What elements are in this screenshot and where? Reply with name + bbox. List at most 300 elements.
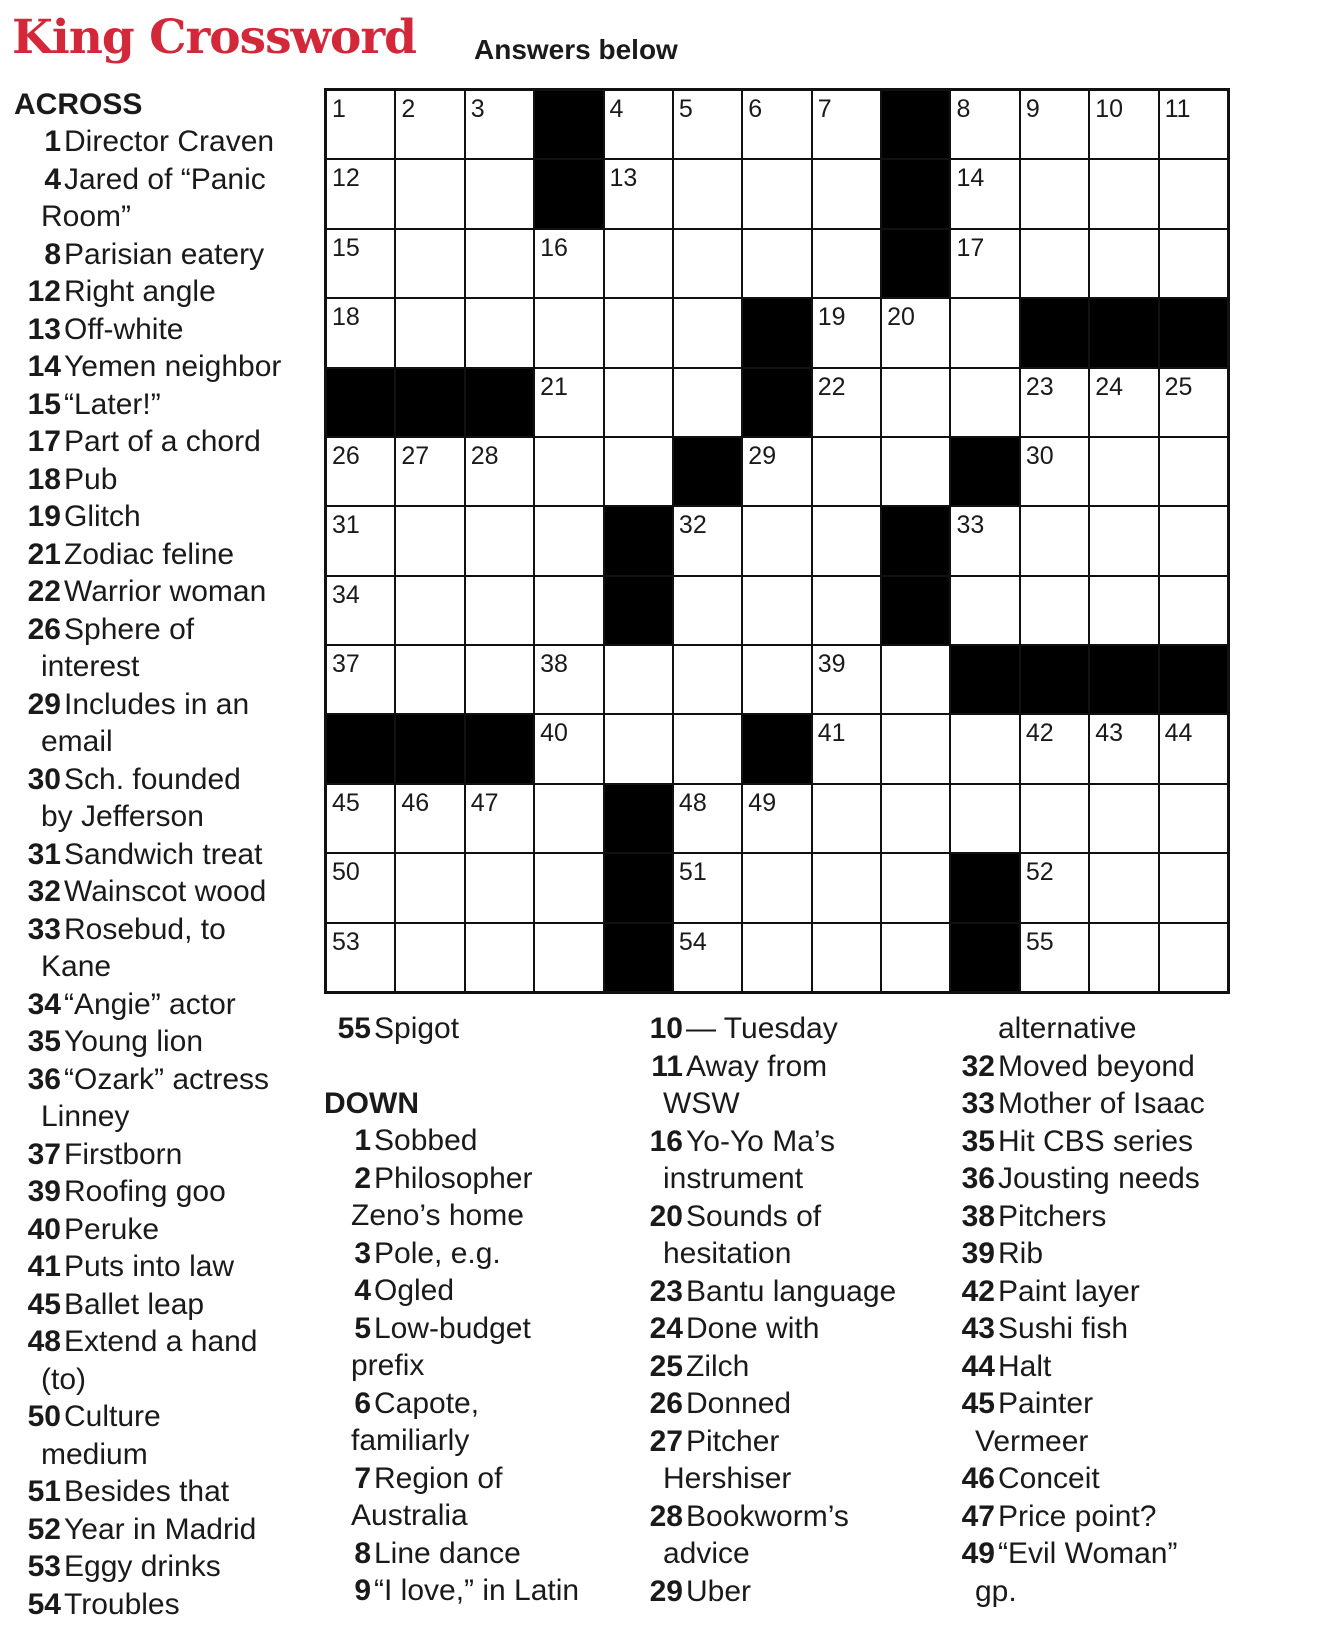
- clue-text: Glitch: [64, 500, 141, 533]
- grid-cell[interactable]: [1090, 785, 1157, 852]
- grid-cell[interactable]: [882, 299, 949, 366]
- clue-item: [324, 1122, 624, 1160]
- grid-cell[interactable]: [951, 230, 1018, 297]
- grid-cell[interactable]: [674, 91, 741, 158]
- clue-item: [14, 1061, 304, 1136]
- black-square: [605, 507, 672, 574]
- grid-cell[interactable]: [1160, 369, 1227, 436]
- down-heading: DOWN: [324, 1087, 419, 1120]
- grid-cell[interactable]: [813, 924, 880, 991]
- clue-item: [14, 686, 304, 761]
- grid-cell[interactable]: [466, 924, 533, 991]
- grid-cell[interactable]: [813, 369, 880, 436]
- grid-cell[interactable]: [674, 854, 741, 921]
- clue-column-2: [324, 1010, 624, 1610]
- grid-cell[interactable]: [466, 646, 533, 713]
- cell-number: 51: [678, 858, 707, 887]
- grid-cell[interactable]: [1160, 230, 1227, 297]
- grid-cell[interactable]: [882, 924, 949, 991]
- clue-item: [14, 311, 304, 349]
- black-square: [743, 369, 810, 436]
- grid-cell[interactable]: [396, 646, 463, 713]
- clue-text: Hit CBS series: [998, 1124, 1194, 1158]
- grid-cell[interactable]: [1021, 230, 1088, 297]
- clue-number: 2: [354, 1161, 371, 1195]
- clue-text: Rib: [998, 1237, 1044, 1270]
- clue-number: 42: [961, 1274, 995, 1308]
- grid-cell[interactable]: [1090, 160, 1157, 227]
- clue-item: [14, 536, 304, 574]
- grid-cell[interactable]: [882, 715, 949, 782]
- grid-cell[interactable]: [813, 854, 880, 921]
- clue-number: 5: [354, 1311, 371, 1345]
- clue-number: 13: [27, 312, 61, 346]
- black-square: [605, 924, 672, 991]
- cell-number: 25: [1164, 372, 1193, 401]
- clue-text: Year in Madrid: [64, 1512, 257, 1546]
- clue-text: familiarly: [351, 1424, 470, 1457]
- clue-item: [14, 1586, 304, 1624]
- clue-number: 41: [27, 1250, 61, 1283]
- grid-cell[interactable]: [327, 507, 394, 574]
- cell-number: 3: [470, 95, 485, 123]
- grid-cell[interactable]: [1090, 715, 1157, 782]
- clue-number: 48: [27, 1325, 61, 1358]
- clue-number: 29: [27, 687, 61, 721]
- clue-item: [324, 1385, 624, 1460]
- clue-text: Ballet leap: [64, 1287, 205, 1321]
- clue-text: Right angle: [64, 275, 216, 308]
- clue-item: [636, 1123, 936, 1198]
- grid-cell[interactable]: [743, 577, 810, 644]
- grid-cell[interactable]: [1160, 507, 1227, 574]
- grid-cell[interactable]: [813, 91, 880, 158]
- grid-cell[interactable]: [396, 438, 463, 505]
- cell-number: 9: [1025, 95, 1040, 123]
- grid-cell[interactable]: [674, 924, 741, 991]
- cell-number: 19: [817, 303, 846, 332]
- grid-cell[interactable]: [882, 785, 949, 852]
- grid-cell[interactable]: [1021, 577, 1088, 644]
- grid-cell[interactable]: [396, 91, 463, 158]
- clue-text: Sobbed: [374, 1124, 478, 1157]
- grid-cell[interactable]: [396, 230, 463, 297]
- clue-item: [636, 1048, 936, 1123]
- grid-cell[interactable]: [1160, 854, 1227, 921]
- grid-cell[interactable]: [327, 299, 394, 366]
- grid-cell[interactable]: [466, 785, 533, 852]
- grid-cell[interactable]: [535, 577, 602, 644]
- grid-cell[interactable]: [951, 369, 1018, 436]
- clue-item: [948, 1535, 1248, 1610]
- grid-cell[interactable]: [674, 160, 741, 227]
- cell-number: 15: [332, 233, 360, 262]
- clue-number: 43: [961, 1312, 995, 1345]
- black-square: [605, 854, 672, 921]
- grid-cell[interactable]: [605, 230, 672, 297]
- clue-number: 7: [354, 1461, 371, 1495]
- grid-cell[interactable]: [466, 91, 533, 158]
- black-square: [1160, 646, 1227, 713]
- grid-cell[interactable]: [396, 924, 463, 991]
- clue-text: Uber: [686, 1574, 752, 1608]
- clue-text: Warrior woman: [64, 575, 267, 608]
- grid-cell[interactable]: [813, 646, 880, 713]
- grid-cell[interactable]: [882, 646, 949, 713]
- grid-cell[interactable]: [466, 230, 533, 297]
- answers-note: Answers below: [474, 34, 678, 65]
- clue-number: 4: [354, 1274, 371, 1307]
- grid-cell[interactable]: [743, 854, 810, 921]
- across-column: [14, 86, 304, 1623]
- clue-number: 22: [27, 575, 61, 608]
- grid-cell[interactable]: [605, 369, 672, 436]
- grid-cell[interactable]: [1090, 438, 1157, 505]
- clue-number: 36: [961, 1162, 995, 1195]
- grid-cell[interactable]: [813, 299, 880, 366]
- clue-text: prefix: [351, 1349, 425, 1382]
- clue-number: 15: [27, 387, 61, 421]
- grid-cell[interactable]: [396, 577, 463, 644]
- grid-cell[interactable]: [396, 854, 463, 921]
- clue-text: Pole, e.g.: [374, 1236, 501, 1270]
- clue-number: 19: [27, 500, 61, 533]
- grid-cell[interactable]: [743, 507, 810, 574]
- black-square: [1160, 299, 1227, 366]
- cell-number: 45: [332, 788, 360, 817]
- grid-cell[interactable]: [1160, 715, 1227, 782]
- clue-item: [324, 1235, 624, 1273]
- grid-cell[interactable]: [1021, 91, 1088, 158]
- grid-cell[interactable]: [674, 785, 741, 852]
- grid-cell[interactable]: [1160, 577, 1227, 644]
- clue-item: [14, 236, 304, 274]
- grid-cell[interactable]: [327, 646, 394, 713]
- clue-text: Director Craven: [64, 125, 275, 158]
- grid-cell[interactable]: [882, 438, 949, 505]
- grid-cell[interactable]: [327, 854, 394, 921]
- grid-cell[interactable]: [1160, 160, 1227, 227]
- clue-item: [324, 1310, 624, 1385]
- clue-number: 51: [27, 1475, 61, 1508]
- clue-number: 35: [27, 1025, 61, 1058]
- grid-cell[interactable]: [674, 715, 741, 782]
- clue-number: 52: [27, 1512, 61, 1546]
- clue-number: 8: [354, 1536, 371, 1570]
- grid-cell[interactable]: [535, 507, 602, 574]
- grid-cell[interactable]: [1090, 854, 1157, 921]
- grid-cell[interactable]: [535, 646, 602, 713]
- black-square: [466, 715, 533, 782]
- clue-item: [14, 273, 304, 311]
- grid-cell[interactable]: [327, 438, 394, 505]
- grid-cell[interactable]: [743, 646, 810, 713]
- cell-number: 20: [887, 303, 915, 332]
- grid-cell[interactable]: [535, 230, 602, 297]
- clue-text: Kane: [41, 950, 112, 983]
- grid-cell[interactable]: [743, 160, 810, 227]
- grid-cell[interactable]: [674, 577, 741, 644]
- grid-cell[interactable]: [535, 785, 602, 852]
- grid-cell[interactable]: [882, 854, 949, 921]
- black-square: [466, 369, 533, 436]
- grid-cell[interactable]: [605, 91, 672, 158]
- grid-cell[interactable]: [396, 160, 463, 227]
- grid-cell[interactable]: [605, 160, 672, 227]
- clue-item: [14, 1173, 304, 1211]
- clue-number: 32: [961, 1049, 995, 1083]
- cell-number: 21: [540, 372, 568, 401]
- crossword-grid: [324, 88, 1230, 994]
- grid-cell[interactable]: [813, 785, 880, 852]
- grid-cell[interactable]: [1090, 577, 1157, 644]
- grid-cell[interactable]: [1090, 369, 1157, 436]
- clue-item: [324, 1535, 624, 1573]
- grid-cell[interactable]: [535, 715, 602, 782]
- clue-item: [14, 1473, 304, 1511]
- clue-text: Region of: [374, 1461, 503, 1495]
- grid-cell[interactable]: [951, 160, 1018, 227]
- grid-cell[interactable]: [1090, 91, 1157, 158]
- cell-number: 48: [678, 788, 707, 817]
- clue-number: 50: [27, 1400, 61, 1433]
- grid-cell[interactable]: [466, 438, 533, 505]
- grid-cell[interactable]: [1160, 91, 1227, 158]
- grid-cell[interactable]: [743, 438, 810, 505]
- clue-text: Sch. founded: [64, 762, 241, 796]
- clue-text: Sandwich treat: [64, 837, 263, 871]
- grid-cell[interactable]: [1021, 785, 1088, 852]
- cell-number: 27: [401, 441, 430, 470]
- grid-cell[interactable]: [951, 715, 1018, 782]
- clue-text: Conceit: [998, 1462, 1100, 1495]
- grid-cell[interactable]: [466, 299, 533, 366]
- grid-cell[interactable]: [466, 577, 533, 644]
- grid-cell[interactable]: [327, 577, 394, 644]
- clue-item: [948, 1198, 1248, 1236]
- grid-cell[interactable]: [535, 924, 602, 991]
- clue-text: Pitchers: [998, 1199, 1107, 1233]
- cell-number: 29: [748, 441, 777, 470]
- grid-cell[interactable]: [535, 369, 602, 436]
- grid-cell[interactable]: [605, 646, 672, 713]
- clue-number: 40: [27, 1212, 61, 1246]
- black-square: [327, 369, 394, 436]
- black-square: [951, 438, 1018, 505]
- grid-cell[interactable]: [396, 507, 463, 574]
- clue-item: [636, 1385, 936, 1423]
- clue-number: 45: [961, 1387, 995, 1420]
- grid-cell[interactable]: [813, 438, 880, 505]
- clue-text: Low-budget: [374, 1311, 531, 1345]
- black-square: [535, 91, 602, 158]
- clue-item: [14, 1323, 304, 1398]
- clue-text: Mother of Isaac: [998, 1087, 1205, 1120]
- clue-text: Painter: [998, 1387, 1094, 1420]
- grid-cell[interactable]: [1021, 854, 1088, 921]
- grid-cell[interactable]: [951, 577, 1018, 644]
- grid-cell[interactable]: [1160, 924, 1227, 991]
- cell-number: 13: [609, 164, 638, 193]
- grid-cell[interactable]: [951, 785, 1018, 852]
- cell-number: 18: [332, 303, 360, 332]
- grid-cell[interactable]: [327, 924, 394, 991]
- clue-item: [324, 1460, 624, 1535]
- grid-cell[interactable]: [813, 230, 880, 297]
- clue-number: 27: [649, 1424, 683, 1458]
- clue-number: 1: [44, 125, 61, 158]
- clue-item: [324, 1572, 624, 1610]
- grid-cell[interactable]: [466, 854, 533, 921]
- clue-item: [14, 1511, 304, 1549]
- clue-number: 11: [651, 1049, 683, 1083]
- grid-cell[interactable]: [743, 924, 810, 991]
- clue-text: Yemen neighbor: [64, 350, 282, 383]
- clue-text: — Tuesday: [686, 1012, 838, 1045]
- grid-cell[interactable]: [951, 299, 1018, 366]
- grid-cell[interactable]: [1021, 369, 1088, 436]
- clue-item: [14, 386, 304, 424]
- cell-number: 42: [1025, 719, 1054, 748]
- clue-text: Eggy drinks: [64, 1550, 221, 1583]
- grid-cell[interactable]: [396, 299, 463, 366]
- clue-text: Puts into law: [64, 1250, 235, 1283]
- puzzle-title: King Crossword: [12, 10, 416, 65]
- clue-text: Ogled: [374, 1274, 455, 1307]
- grid-cell[interactable]: [1090, 230, 1157, 297]
- clue-item: [948, 1160, 1248, 1198]
- cell-number: 41: [817, 719, 846, 748]
- cell-number: 55: [1025, 927, 1054, 956]
- clue-item: [14, 573, 304, 611]
- clue-text: Bantu language: [686, 1274, 897, 1308]
- grid-cell[interactable]: [535, 438, 602, 505]
- clue-text: “Angie” actor: [64, 987, 236, 1021]
- clue-number: 46: [961, 1462, 995, 1495]
- clue-item: [14, 1286, 304, 1324]
- clue-number: 45: [27, 1287, 61, 1321]
- grid-cell[interactable]: [327, 91, 394, 158]
- grid-cell[interactable]: [674, 369, 741, 436]
- clue-text: “Later!”: [64, 387, 161, 421]
- grid-cell[interactable]: [327, 160, 394, 227]
- grid-cell[interactable]: [813, 715, 880, 782]
- grid-cell[interactable]: [1021, 507, 1088, 574]
- clue-number: 16: [649, 1124, 683, 1158]
- grid-cell[interactable]: [882, 369, 949, 436]
- across-heading: ACROSS: [14, 88, 143, 121]
- grid-cell[interactable]: [327, 230, 394, 297]
- grid-cell[interactable]: [674, 299, 741, 366]
- grid-cell[interactable]: [951, 507, 1018, 574]
- black-square: [951, 854, 1018, 921]
- clue-column-4: [948, 1010, 1248, 1610]
- grid-cell[interactable]: [1021, 438, 1088, 505]
- clue-item: [324, 1010, 624, 1048]
- cell-number: 26: [332, 441, 360, 470]
- grid-cell[interactable]: [605, 438, 672, 505]
- clue-number: 35: [961, 1124, 995, 1158]
- grid-cell[interactable]: [1160, 785, 1227, 852]
- clue-number: 31: [27, 837, 61, 871]
- grid-cell[interactable]: [1090, 924, 1157, 991]
- grid-cell[interactable]: [1021, 924, 1088, 991]
- clue-column-3: [636, 1010, 936, 1610]
- clue-number: 30: [27, 762, 61, 796]
- grid-cell[interactable]: [605, 715, 672, 782]
- cell-number: 38: [540, 650, 568, 679]
- clue-number: 24: [649, 1312, 683, 1345]
- grid-cell[interactable]: [1090, 507, 1157, 574]
- grid-cell[interactable]: [743, 785, 810, 852]
- grid-cell[interactable]: [535, 299, 602, 366]
- grid-cell[interactable]: [674, 230, 741, 297]
- clue-text: Price point?: [998, 1499, 1157, 1533]
- clue-text: Bookworm’s: [686, 1499, 849, 1533]
- grid-cell[interactable]: [605, 299, 672, 366]
- clue-item: [636, 1573, 936, 1611]
- black-square: [327, 715, 394, 782]
- clue-item: [14, 161, 304, 236]
- clue-text: Yo-Yo Ma’s: [686, 1124, 836, 1158]
- clue-number: 36: [27, 1062, 61, 1096]
- grid-cell[interactable]: [1021, 715, 1088, 782]
- cell-number: 5: [678, 95, 693, 123]
- cell-number: 37: [332, 650, 360, 679]
- grid-cell[interactable]: [813, 577, 880, 644]
- clue-item: [14, 986, 304, 1024]
- cell-number: 7: [817, 95, 832, 123]
- cell-number: 54: [678, 927, 707, 956]
- clue-text: hesitation: [663, 1237, 792, 1270]
- across-clue-list-continued: [324, 1010, 624, 1048]
- clue-number: 28: [649, 1499, 683, 1533]
- grid-cell[interactable]: [535, 854, 602, 921]
- grid-cell[interactable]: [813, 160, 880, 227]
- grid-cell[interactable]: [396, 785, 463, 852]
- cell-number: 16: [540, 233, 568, 262]
- clue-text: Besides that: [64, 1475, 230, 1508]
- cell-number: 12: [332, 164, 360, 193]
- grid-cell[interactable]: [674, 646, 741, 713]
- black-square: [1021, 299, 1088, 366]
- grid-cell[interactable]: [327, 785, 394, 852]
- grid-cell[interactable]: [466, 507, 533, 574]
- clue-item: [14, 461, 304, 499]
- clue-text: Sushi fish: [998, 1312, 1129, 1345]
- clue-item: [948, 1310, 1248, 1348]
- clue-item: [948, 1123, 1248, 1161]
- grid-cell[interactable]: [743, 91, 810, 158]
- grid-cell[interactable]: [1021, 160, 1088, 227]
- black-square: [882, 230, 949, 297]
- grid-cell[interactable]: [1160, 438, 1227, 505]
- grid-cell[interactable]: [743, 230, 810, 297]
- clue-number: 29: [649, 1574, 683, 1608]
- clue-item: [636, 1423, 936, 1498]
- black-square: [951, 646, 1018, 713]
- clue-number: 38: [961, 1199, 995, 1233]
- clue-item: [948, 1048, 1248, 1086]
- clue-item: [636, 1198, 936, 1273]
- grid-cell[interactable]: [951, 91, 1018, 158]
- clue-item: [636, 1310, 936, 1348]
- grid-cell[interactable]: [813, 507, 880, 574]
- black-square: [1090, 299, 1157, 366]
- clue-text: Capote,: [374, 1386, 480, 1420]
- grid-cell[interactable]: [674, 507, 741, 574]
- grid-cell[interactable]: [466, 160, 533, 227]
